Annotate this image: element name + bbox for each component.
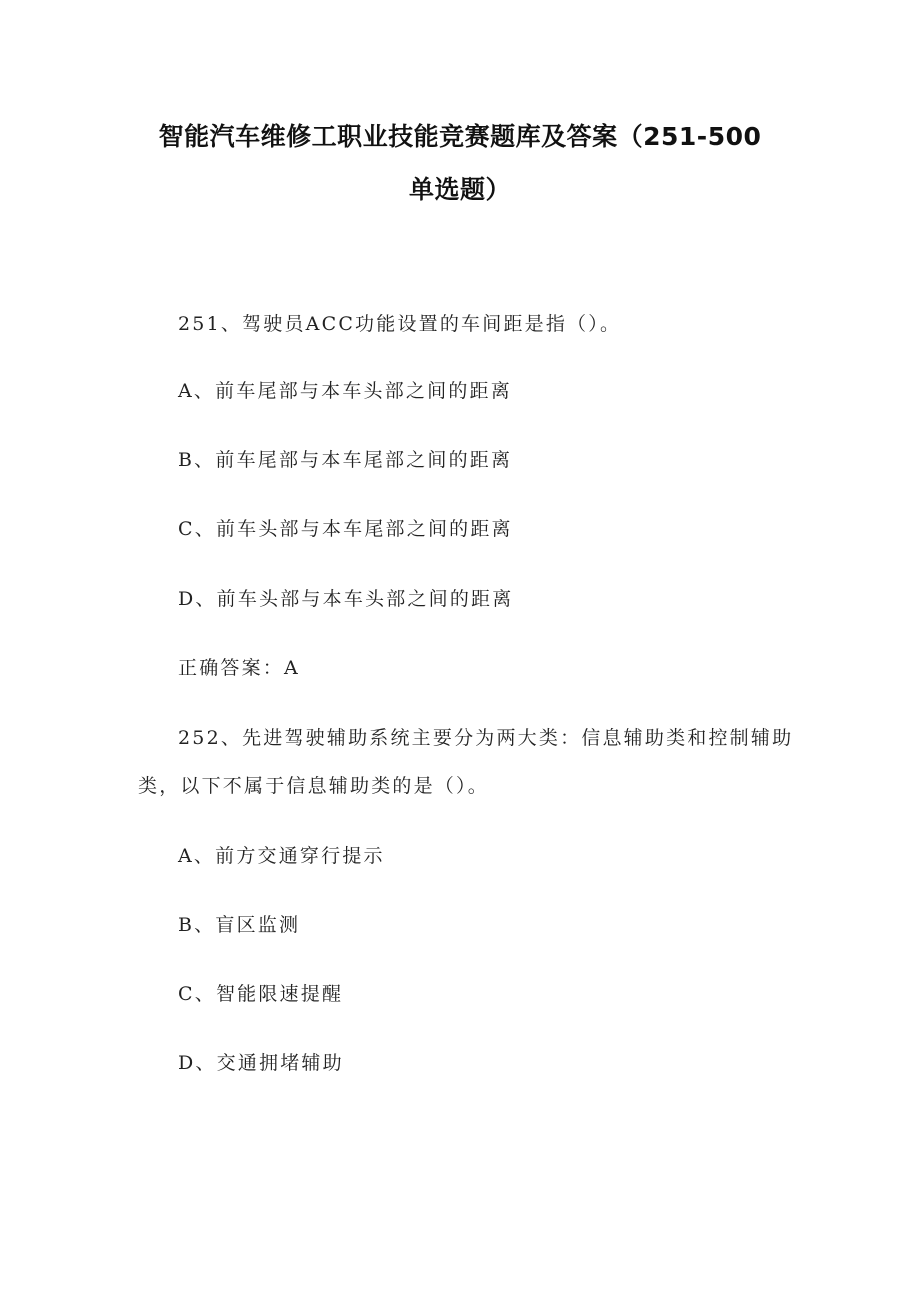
question-252-option-d: D、交通拥堵辅助	[178, 1052, 344, 1074]
question-252-stem-line2: 类，以下不属于信息辅助类的是（）。	[138, 775, 489, 797]
question-252-option-c: C、智能限速提醒	[178, 983, 344, 1005]
question-251-option-c: C、前车头部与本车尾部之间的距离	[178, 518, 513, 540]
document-title-line2: 单选题）	[408, 175, 511, 204]
document-title-line1: 智能汽车维修工职业技能竞赛题库及答案（251-500	[158, 122, 762, 151]
question-252-option-a: A、前方交通穿行提示	[178, 845, 385, 867]
question-251-answer: 正确答案：A	[178, 657, 300, 679]
question-252-option-b: B、盲区监测	[178, 914, 301, 936]
question-251-option-b: B、前车尾部与本车尾部之间的距离	[178, 449, 513, 471]
question-251-stem: 251、驾驶员ACC功能设置的车间距是指（）。	[178, 313, 622, 335]
question-252-stem-line1: 252、先进驾驶辅助系统主要分为两大类：信息辅助类和控制辅助	[178, 727, 794, 749]
question-251-option-a: A、前车尾部与本车头部之间的距离	[178, 380, 512, 402]
question-251-option-d: D、前车头部与本车头部之间的距离	[178, 588, 514, 610]
